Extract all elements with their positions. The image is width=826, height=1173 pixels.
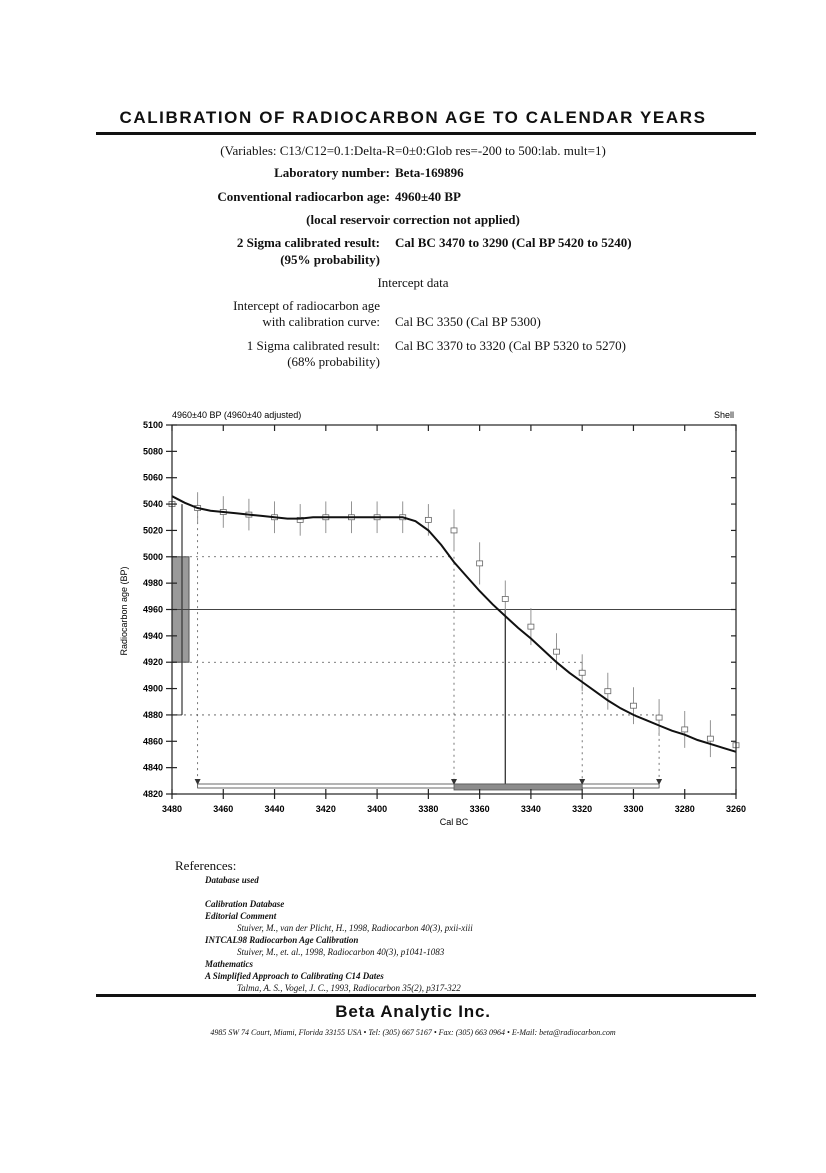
data-point [528, 624, 534, 629]
two-sigma-calendar-range [198, 784, 659, 788]
x-tick-label: 3360 [469, 804, 490, 814]
references-list [205, 874, 473, 994]
x-tick-label: 3440 [264, 804, 285, 814]
x-tick-label: 3400 [367, 804, 388, 814]
y-tick-label: 5020 [142, 525, 163, 536]
data-point [502, 596, 508, 601]
data-point [682, 727, 688, 732]
two-sigma-value: Cal BC 3470 to 3290 (Cal BP 5420 to 5240) [395, 235, 632, 250]
page-title: CALIBRATION OF RADIOCARBON AGE TO CALENDAR YEARS [119, 108, 707, 127]
intercept-label-2: with calibration curve: [262, 314, 380, 329]
data-point [707, 736, 713, 741]
intercept-value: Cal BC 3350 (Cal BP 5300) [395, 314, 541, 329]
data-point [656, 715, 662, 720]
x-tick-label: 3380 [418, 804, 439, 814]
y-tick-label: 5100 [142, 420, 163, 430]
data-point [630, 703, 636, 708]
footer-rule [96, 994, 756, 997]
x-tick-label: 3340 [520, 804, 541, 814]
x-tick-label: 3460 [213, 804, 234, 814]
y-axis-label: Radiocarbon age (BP) [119, 566, 129, 656]
data-point [579, 670, 585, 675]
y-tick-label: 4880 [142, 709, 163, 720]
x-tick-label: 3280 [674, 804, 695, 814]
reference-line: Calibration Database [205, 899, 285, 909]
y-tick-label: 4920 [142, 657, 163, 668]
y-tick-label: 4820 [142, 789, 163, 799]
reference-line: Mathematics [205, 959, 254, 969]
reference-line: Talma, A. S., Vogel, J. C., 1993, Radiocarbon 35(2), p317-322 [237, 983, 461, 993]
one-sigma-value: Cal BC 3370 to 3320 (Cal BP 5320 to 5270) [395, 338, 626, 353]
chart-title: 4960±40 BP (4960±40 adjusted) [172, 410, 302, 420]
y-tick-label: 4900 [142, 683, 163, 694]
y-tick-label: 4960 [142, 604, 163, 615]
data-point [425, 517, 431, 522]
intercept-heading: Intercept data [377, 275, 449, 290]
data-point [554, 649, 560, 654]
y-tick-label: 5000 [142, 551, 163, 562]
reference-line [205, 886, 473, 898]
reference-line: A Simplified Approach to Calibrating C14 Dates [205, 971, 384, 981]
one-sigma-calendar-range [454, 784, 582, 790]
reference-line: Stuiver, M., van der Plicht, H., 1998, Radiocarbon 40(3), pxii-xiii [237, 923, 473, 933]
y-tick-label: 4940 [142, 630, 163, 641]
title-rule [96, 132, 756, 135]
y-tick-label: 4860 [142, 736, 163, 747]
x-tick-label: 3260 [725, 804, 747, 814]
calibration-chart [0, 400, 826, 840]
one-sigma-label: 1 Sigma calibrated result: [246, 338, 380, 353]
x-tick-label: 3300 [623, 804, 644, 814]
reference-line: Database used [205, 875, 259, 885]
x-tick-label: 3480 [161, 804, 183, 814]
x-axis-label: Cal BC [439, 817, 469, 827]
reference-line: Editorial Comment [205, 911, 277, 921]
x-tick-label: 3420 [315, 804, 336, 814]
company-address: 4985 SW 74 Court, Miami, Florida 33155 USA • Tel: (305) 667 5167 • Fax: (305) 663 0964 • E-Mail: beta@radiocarbon.com [210, 1028, 616, 1037]
variables-line: (Variables: C13/C12=0.1:Delta-R=0±0:Glob res=-200 to 500:lab. mult=1) [220, 143, 606, 158]
y-tick-label: 4840 [142, 762, 163, 773]
conventional-age-label: Conventional radiocarbon age: [217, 189, 390, 204]
x-tick-label: 3320 [572, 804, 593, 814]
reference-line: INTCAL98 Radiocarbon Age Calibration [205, 935, 359, 945]
lab-number-value: Beta-169896 [395, 165, 464, 180]
y-tick-label: 5080 [142, 446, 163, 457]
chart-corner-label: Shell [713, 410, 734, 420]
data-point [477, 561, 483, 566]
intercept-label-1: Intercept of radiocarbon age [233, 298, 380, 313]
lab-number-label: Laboratory number: [274, 165, 390, 180]
company-name: Beta Analytic Inc. [335, 1002, 491, 1021]
y-tick-label: 4980 [142, 578, 163, 589]
y-tick-label: 5040 [142, 499, 163, 510]
references-heading: References: [175, 858, 237, 873]
reservoir-note: (local reservoir correction not applied) [306, 212, 520, 227]
two-sigma-probability: (95% probability) [280, 252, 380, 267]
conventional-age-value: 4960±40 BP [395, 189, 461, 204]
one-sigma-probability: (68% probability) [287, 354, 380, 369]
reference-line: Stuiver, M., et. al., 1998, Radiocarbon 40(3), p1041-1083 [237, 947, 445, 957]
data-point [451, 528, 457, 533]
data-point [605, 689, 611, 694]
two-sigma-label: 2 Sigma calibrated result: [236, 235, 380, 250]
y-tick-label: 5060 [142, 472, 163, 483]
